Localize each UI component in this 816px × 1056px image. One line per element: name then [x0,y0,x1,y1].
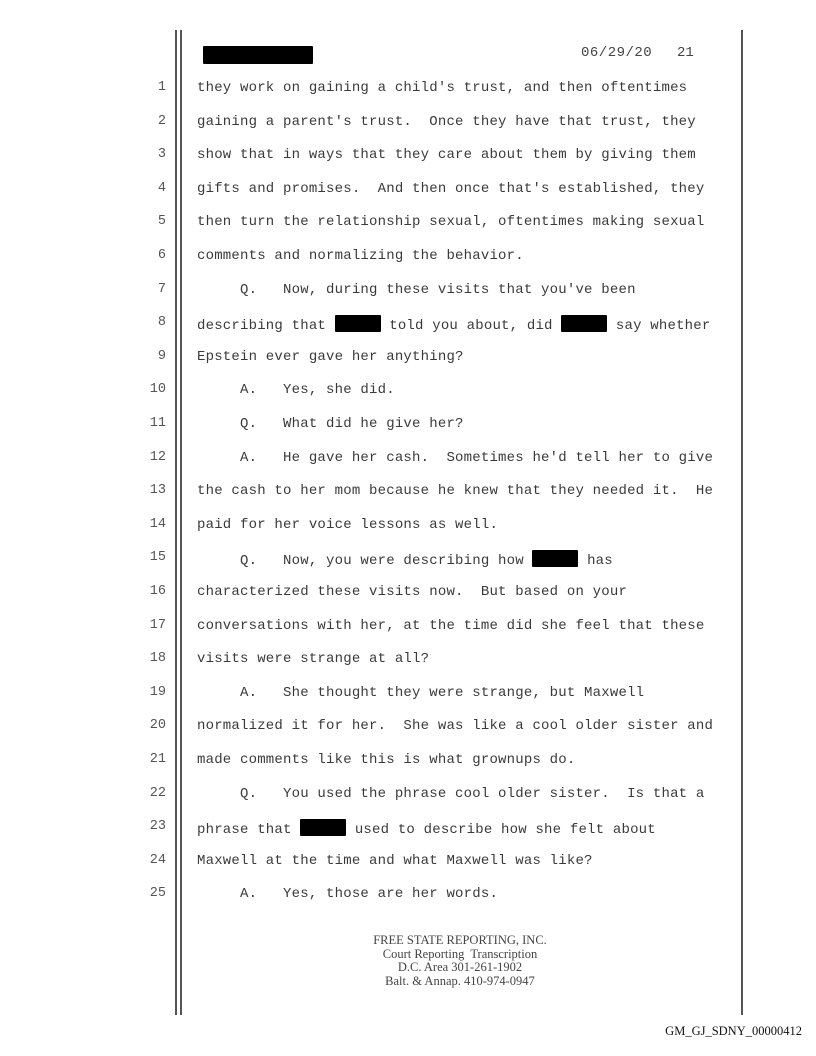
line-text-segment: say whether [607,318,711,335]
line-text [197,315,710,334]
line-text [197,685,644,701]
line-number: 21 [149,752,166,767]
line-text-segment: then turn the relationship sexual, oftentimes making sexual [197,214,705,231]
line-number: 10 [149,382,166,398]
transcript-line [0,752,816,774]
line-text-segment: Q. Now, you were describing how [197,553,533,570]
line-text [197,517,498,533]
line-text [197,349,464,365]
line-number: 11 [149,416,166,431]
transcript-line [0,651,816,673]
transcript-line [0,147,816,169]
line-text [197,80,687,96]
line-number: 5 [157,214,166,230]
transcript-line [0,315,816,337]
line-text-segment: A. Yes, those are her words. [197,886,499,903]
line-text [197,382,395,398]
header-redaction [203,46,313,64]
line-number: 6 [157,248,166,263]
line-number: 20 [149,718,166,734]
line-text-segment: show that in ways that they care about them by giving them [197,147,696,164]
line-text [197,819,656,838]
transcript-line [0,853,816,875]
line-number: 12 [149,449,166,465]
line-number: 1 [157,80,166,95]
line-text-segment: has [578,553,613,570]
line-text [197,651,429,667]
name-redaction [561,315,607,332]
line-number: 7 [157,281,166,297]
reporter-footer [300,934,620,988]
line-text-segment: A. He gave her cash. Sometimes he'd tell her to give [197,449,714,466]
name-redaction [335,315,381,332]
transcript-line [0,718,816,740]
line-text-segment: Q. You used the phrase cool older sister. Is that a [197,785,705,802]
transcript-line [0,584,816,606]
line-text [197,752,575,768]
line-number: 17 [149,617,166,633]
transcript-line [0,618,816,640]
line-text [197,416,464,432]
transcript-line [0,382,816,404]
transcript-line [0,416,816,438]
transcript-line [0,248,816,270]
line-text [197,550,613,569]
line-text-segment: phrase that [197,822,301,839]
transcript-line [0,786,816,808]
line-number: 13 [149,483,166,499]
line-number: 25 [149,886,166,902]
line-text [197,214,704,230]
line-text-segment: describing that [197,318,335,335]
line-text [197,114,696,130]
line-text [197,282,636,298]
line-text-segment: the cash to her mom because he knew that they needed it. He [197,483,714,500]
line-number: 15 [149,550,166,566]
line-text [197,248,524,264]
line-number: 23 [149,819,166,835]
line-number: 2 [157,113,166,129]
line-text-segment: visits were strange at all? [197,651,430,668]
line-text-segment: Epstein ever gave her anything? [197,348,464,365]
line-number: 9 [157,348,166,364]
line-text [197,886,498,902]
line-text-segment: gaining a parent's trust. Once they have that trust, they [197,113,696,130]
header-page-number: 21 [677,45,694,61]
transcript-line [0,517,816,539]
name-redaction [532,550,578,567]
line-text-segment: A. Yes, she did. [197,382,395,399]
bates-number: GM_GJ_SDNY_00000412 [665,1024,802,1038]
line-text [197,786,704,802]
line-text [197,584,627,600]
line-text-segment: A. She thought they were strange, but Maxwell [197,684,645,701]
line-number: 22 [149,785,166,801]
line-text [197,618,704,634]
line-number: 4 [157,180,166,196]
footer-dc-phone: D.C. Area 301-261-1902 [397,960,523,974]
transcript-line [0,819,816,841]
transcript-line [0,181,816,203]
line-text-segment: made comments like this is what grownups do. [197,752,576,768]
line-number: 24 [149,852,166,868]
line-text-segment: characterized these visits now. But based on your [197,584,628,600]
footer-service: Court Reporting Transcription [382,946,538,961]
name-redaction [300,819,346,836]
line-text-segment: gifts and promises. And then once that's established, they [197,180,705,197]
line-number: 18 [149,651,166,667]
line-text [197,450,713,466]
line-number: 19 [149,684,166,700]
line-text [197,181,704,197]
line-text [197,483,713,499]
line-number: 8 [157,315,166,331]
transcript-line [0,886,816,908]
line-text-segment: used to describe how she felt about [346,822,656,839]
line-text-segment: Q. What did he give her? [197,416,464,432]
transcript-line [0,550,816,572]
transcript-line [0,685,816,707]
line-text-segment: comments and normalizing the behavior. [197,248,524,264]
transcript-line [0,483,816,505]
transcript-line [0,114,816,136]
line-text [197,718,713,734]
line-text-segment: normalized it for her. She was like a cool older sister and [197,718,714,735]
footer-company: FREE STATE REPORTING, INC. [373,933,547,947]
line-number: 14 [149,516,166,532]
line-text-segment: Q. Now, during these visits that you've been [197,281,636,298]
line-text [197,147,696,163]
header-date: 06/29/20 [581,45,653,61]
transcript-line [0,349,816,371]
line-text-segment: they work on gaining a child's trust, and then oftentimes [197,80,688,96]
line-text-segment: paid for her voice lessons as well. [197,516,499,533]
transcript-line [0,80,816,102]
line-text [197,853,593,869]
transcript-line [0,450,816,472]
line-number: 16 [149,584,166,599]
line-number: 3 [157,147,166,163]
transcript-line [0,214,816,236]
line-text-segment: told you about, did [380,318,562,335]
line-text-segment: conversations with her, at the time did she feel that these [197,617,705,634]
footer-balt-phone: Balt. & Annap. 410-974-0947 [385,973,535,988]
line-text-segment: Maxwell at the time and what Maxwell was like? [197,852,593,869]
transcript-line [0,282,816,304]
